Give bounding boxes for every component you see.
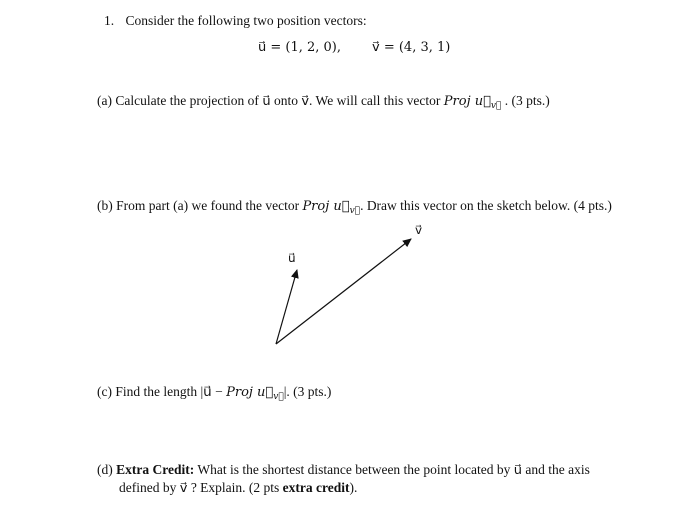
part-a-points: . (3 pts.): [504, 93, 550, 108]
part-a-label: (a): [97, 93, 112, 108]
v-symbol: v⃗: [301, 94, 310, 109]
proj-symbol: Proj $u⃗_{v⃗}$: [226, 385, 284, 402]
extra-credit-note: extra credit: [282, 480, 350, 495]
v-vector-arrow: [276, 239, 411, 344]
part-d-line2: defined by v⃗ ? Explain. (2 pts extra credit).: [119, 480, 358, 496]
v-definition: v⃗ = (4, 3, 1): [372, 40, 451, 55]
proj-symbol: Proj $u⃗_{v⃗}$: [302, 199, 361, 216]
u-definition: u⃗ = (1, 2, 0),: [258, 40, 342, 55]
v-vector-label: v⃗: [415, 223, 423, 237]
part-a-text: (a) Calculate the projection of u⃗ onto v⃗. We will call this vector Proj $u⃗_{v⃗}$ . (3 pts.): [97, 93, 550, 111]
proj-symbol: Proj $u⃗_{v⃗}$: [443, 94, 502, 111]
extra-credit-heading: Extra Credit:: [116, 462, 195, 477]
part-d-line1: (d) Extra Credit: What is the shortest distance between the point located by u⃗ and the axis: [97, 462, 590, 478]
question-number: 1.: [104, 13, 115, 28]
part-c-text: (c) Find the length |u⃗ − Proj $u⃗_{v⃗}|$. (3 pts.): [97, 384, 332, 402]
v-symbol: v⃗: [179, 481, 188, 496]
part-c-label: (c): [97, 384, 112, 399]
question-intro: Consider the following two position vectors:: [125, 13, 367, 28]
u-vector-label: u⃗: [288, 251, 296, 265]
u-vector-arrow: [276, 270, 297, 344]
u-symbol: u⃗: [513, 463, 523, 478]
u-symbol: u⃗: [262, 94, 271, 109]
part-d-label: (d): [97, 462, 113, 477]
part-b-label: (b): [97, 198, 113, 213]
part-b-text: (b) From part (a) we found the vector Proj $u⃗_{v⃗}$. Draw this vector on the sketch below. (4 pts.): [97, 198, 612, 216]
